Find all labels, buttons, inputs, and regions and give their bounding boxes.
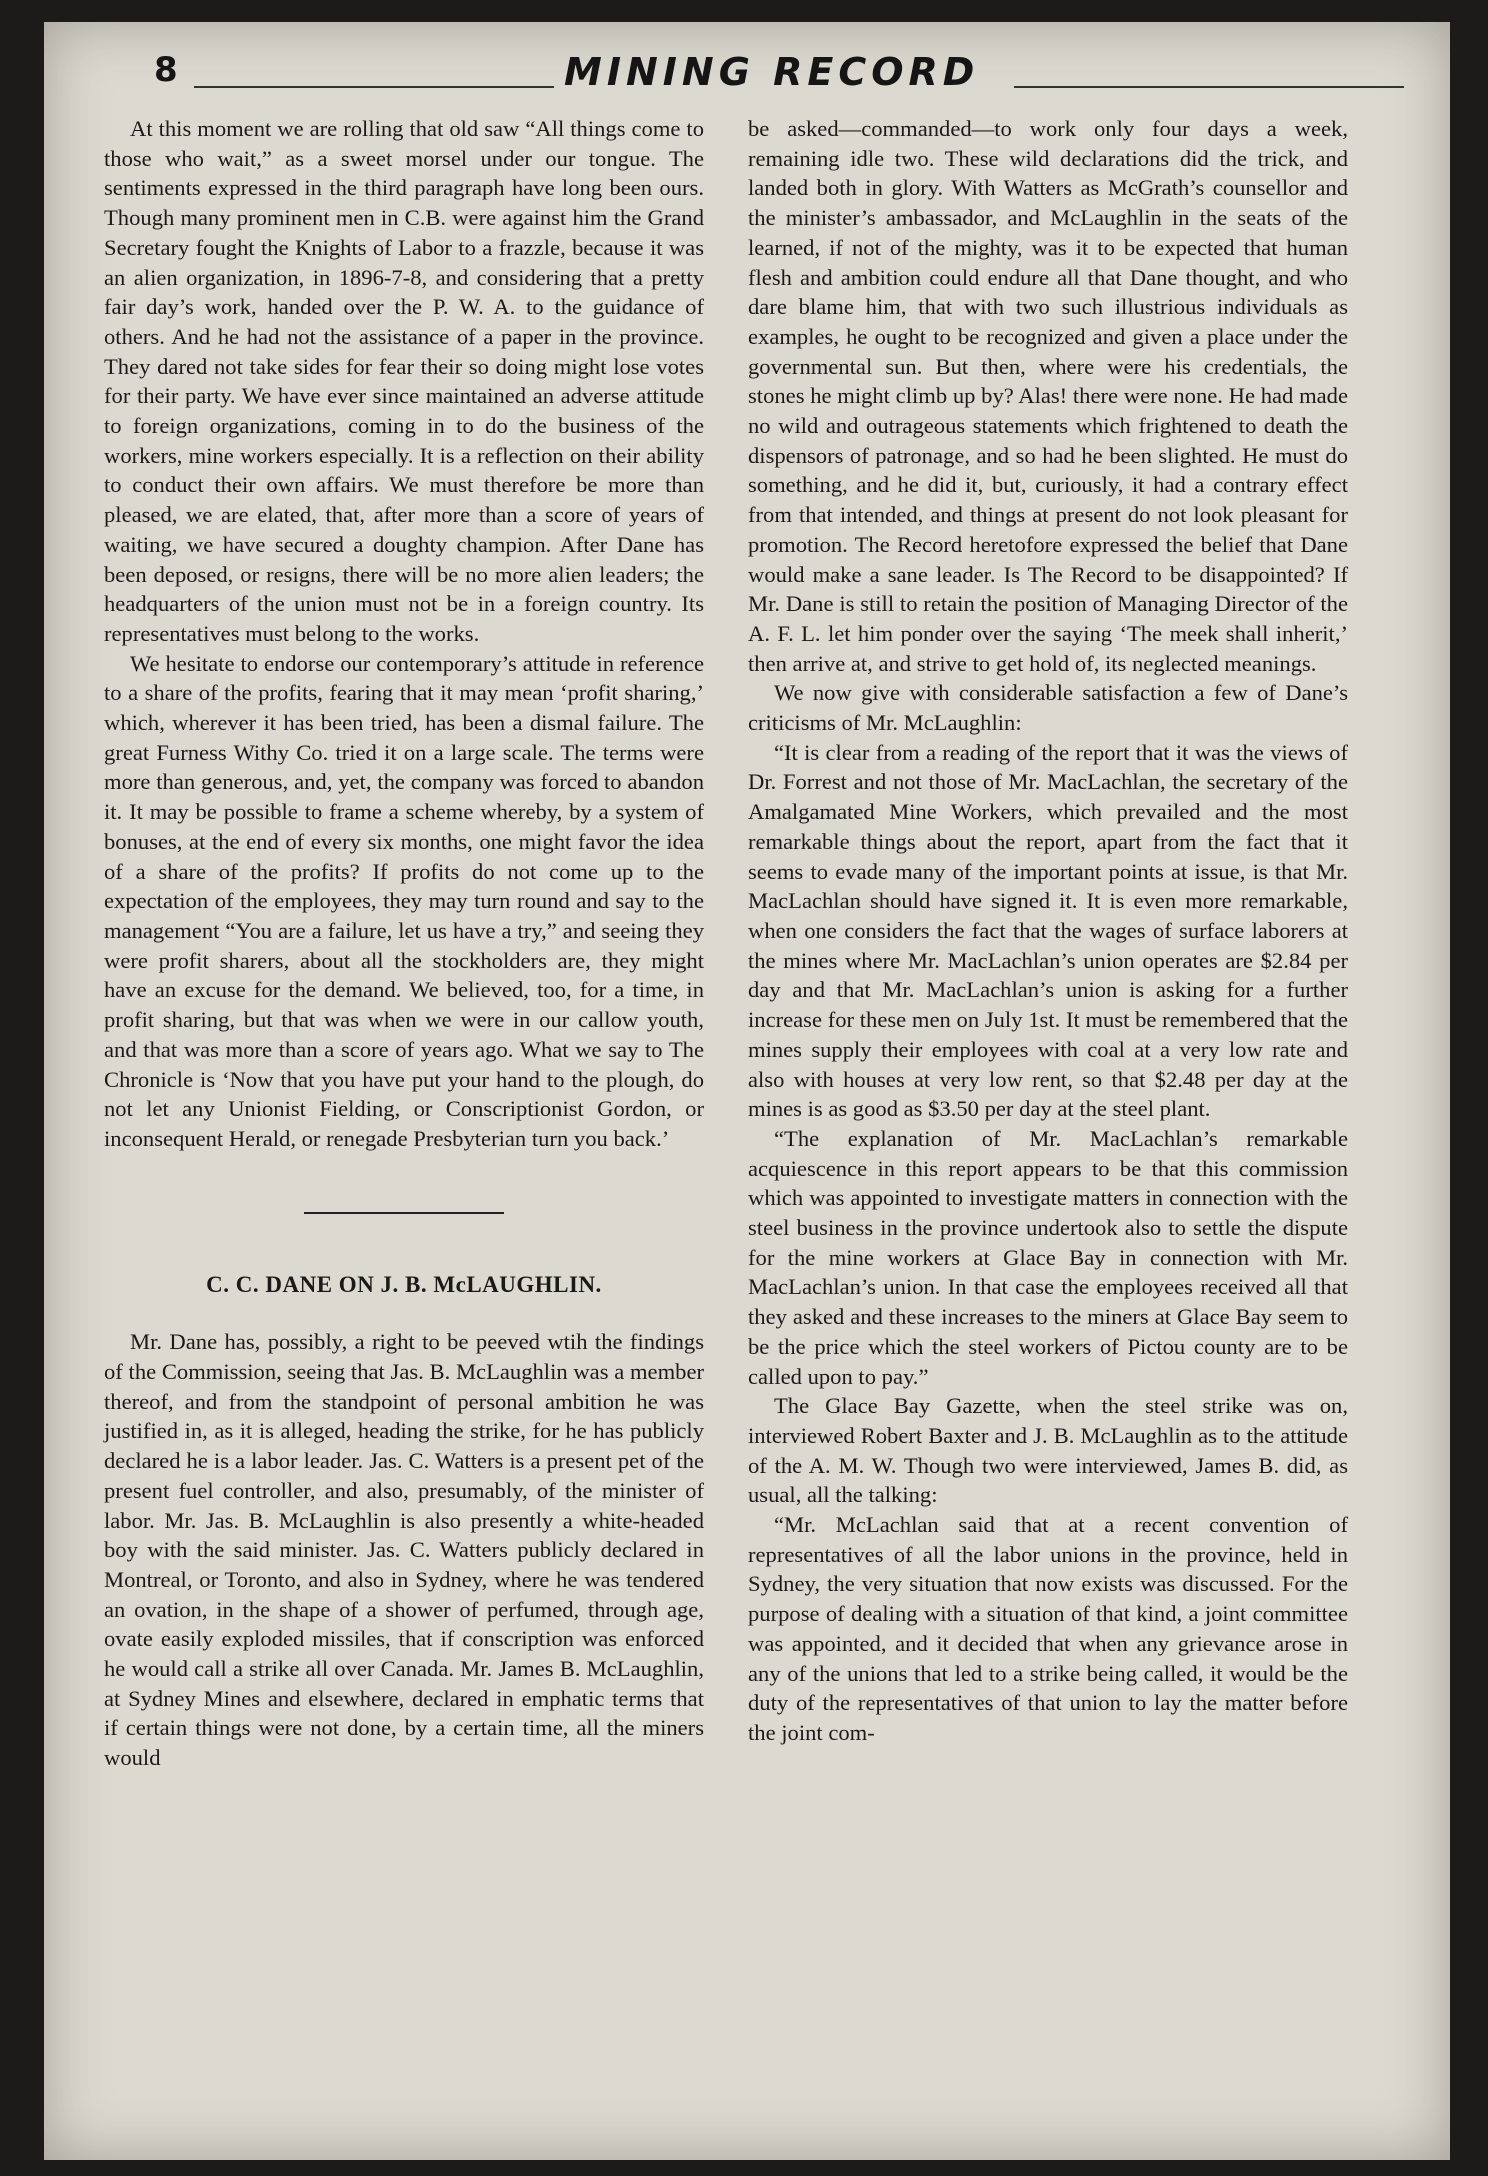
article-paragraph: “Mr. McLachlan said that at a recent convention of representatives of all the labor unions in the province, held in Sydney, the very situation that now exists was discussed. For the purpose of dealing with a situation of that kind, a joint committee was appointed, and it decided that when any grievance arose in any of the unions that led to a strike being called, it would be the duty of the representatives of that union to lay the matter before the joint com- [748, 1512, 1348, 1745]
article-paragraph: We hesitate to endorse our contemporary’s attitude in reference to a share of the profits, fearing that it may mean ‘profit sharing,’ which, wherever it has been tried, has been a dismal failure. The great Furness Withy Co. tried it on a large scale. The terms were more than generous, and, yet, the company was forced to abandon it. It may be possible to frame a scheme whereby, by a system of bonuses, at the end of every six months, one might favor the idea of a share of the profits? If profits do not come up to the expectation of the employees, they may turn round and say to the management “You are a failure, let us have a try,” and seeing they were profit sharers, about all the stockholders are, they might have an excuse for the demand. We believed, too, for a time, in profit sharing, but that was when we were in our callow youth, and that was more than a score of years ago. What we say to The Chronicle is ‘Now that you have put your hand to the plough, do not let any Unionist Fielding, or Conscriptionist Gordon, or inconsequent Herald, or renegade Presbyterian turn you back.’ [104, 650, 704, 1151]
article-paragraph: Mr. Dane has, possibly, a right to be peeved wtih the findings of the Commission, seeing that Jas. B. McLaughlin was a member thereof, and from the standpoint of personal ambition he was justified in, as it is alleged, heading the strike, for he has publicly declared he is a labor leader. Jas. C. Watters is a present pet of the present fuel controller, and also, presumably, of the minister of labor. Mr. Jas. B. McLaughlin is also presently a white-headed boy with the said minister. Jas. C. Watters publicly declared in Montreal, or Toronto, and also in Sydney, where he was tendered an ovation, in the shape of a shower of perfumed, through age, ovate easily exploded missiles, that if conscription was enforced he would call a strike all over Canada. Mr. James B. McLaughlin, at Sydney Mines and elsewhere, declared in emphatic terms that if certain things were not done, by a certain time, all the miners would [104, 1329, 704, 1771]
masthead-title: MINING RECORD [564, 50, 980, 94]
article-paragraph: “The explanation of Mr. MacLachlan’s remarkable acquiescence in this report appears to be that this commission which was appointed to investigate matters in connection with the steel business in the province undertook also to settle the dispute for the mine workers at Glace Bay in connection with Mr. MacLachlan’s union. In that case the employees received all that they asked and these increases to the miners at Glace Bay seem to be the price which the steel workers of Pictou county are to be called upon to pay.” [748, 1125, 1348, 1389]
right-column [748, 114, 1348, 1748]
article-heading: C. C. DANE ON J. B. McLAUGHLIN. [206, 1271, 602, 1297]
header-rule-right [1014, 86, 1404, 88]
article-paragraph: “It is clear from a reading of the report that it was the views of Dr. Forrest and not those of Mr. MacLachlan, the secretary of the Amalgamated Mine Workers, which prevailed and the most remarkable things about the report, apart from the fact that it seems to evade many of the important points at issue, is that Mr. MacLachlan should have signed it. It is even more remarkable, when one considers the fact that the wages of surface laborers at the mines where Mr. MacLachlan’s union operates are $2.84 per day and that Mr. MacLachlan’s union is asking for a further increase for these men on July 1st. It must be remembered that the mines supply their employees with coal at a very low rate and also with houses at very low rent, so that $2.48 per day at the mines is as good as $3.50 per day at the steel plant. [748, 739, 1348, 1122]
newspaper-page [44, 22, 1450, 2160]
section-divider [304, 1212, 504, 1214]
page-number: 8 [154, 50, 178, 90]
article-paragraph: The Glace Bay Gazette, when the steel strike was on, interviewed Robert Baxter and J. B. McLaughlin as to the attitude of the A. M. W. Though two were interviewed, James B. did, as usual, all the talking: [748, 1393, 1348, 1508]
left-column [104, 114, 704, 1773]
article-paragraph: We now give with considerable satisfaction a few of Dane’s criticisms of Mr. McLaughlin: [748, 680, 1348, 736]
article-paragraph: At this moment we are rolling that old saw “All things come to those who wait,” as a sweet morsel under our tongue. The sentiments expressed in the third paragraph have long been ours. Though many prominent men in C.B. were against him the Grand Secretary fought the Knights of Labor to a frazzle, because it was an alien organization, in 1896-7-8, and considering that a pretty fair day’s work, handed over the P. W. A. to the guidance of others. And he had not the assistance of a paper in the province. They dared not take sides for fear their so doing might lose votes for their party. We have ever since maintained an adverse attitude to foreign organizations, coming in to do the business of the workers, mine workers especially. It is a reflection on their ability to conduct their own affairs. We must therefore be more than pleased, we are elated, that, after more than a score of years of waiting, we have secured a doughty champion. After Dane has been deposed, or resigns, there will be no more alien leaders; the headquarters of the union must not be in a foreign country. Its representatives must belong to the works. [104, 116, 704, 646]
article-paragraph: be asked—commanded—to work only four days a week, remaining idle two. These wild declarations did the trick, and landed both in glory. With Watters as McGrath’s counsellor and the minister’s ambassador, and McLaughlin in the seats of the learned, if not of the mighty, was it to be expected that human flesh and ambition could endure all that Dane thought, and who dare blame him, that with two such illustrious individuals as examples, he ought to be recognized and given a place under the governmental sun. But then, where were his credentials, the stones he might climb up by? Alas! there were none. He had made no wild and outrageous statements which frightened to death the dispensors of patronage, and so had he been slighted. He must do something, and he did it, but, curiously, it had a contrary effect from that intended, and things at present do not look pleasant for promotion. The Record heretofore expressed the belief that Dane would make a sane leader. Is The Record to be disappointed? If Mr. Dane is still to retain the position of Managing Director of the A. F. L. let him ponder over the saying ‘The meek shall inherit,’ then arrive at, and strive to get hold of, its neglected meanings. [748, 116, 1348, 676]
header-rule-left [194, 86, 554, 88]
page-header [154, 50, 1404, 100]
